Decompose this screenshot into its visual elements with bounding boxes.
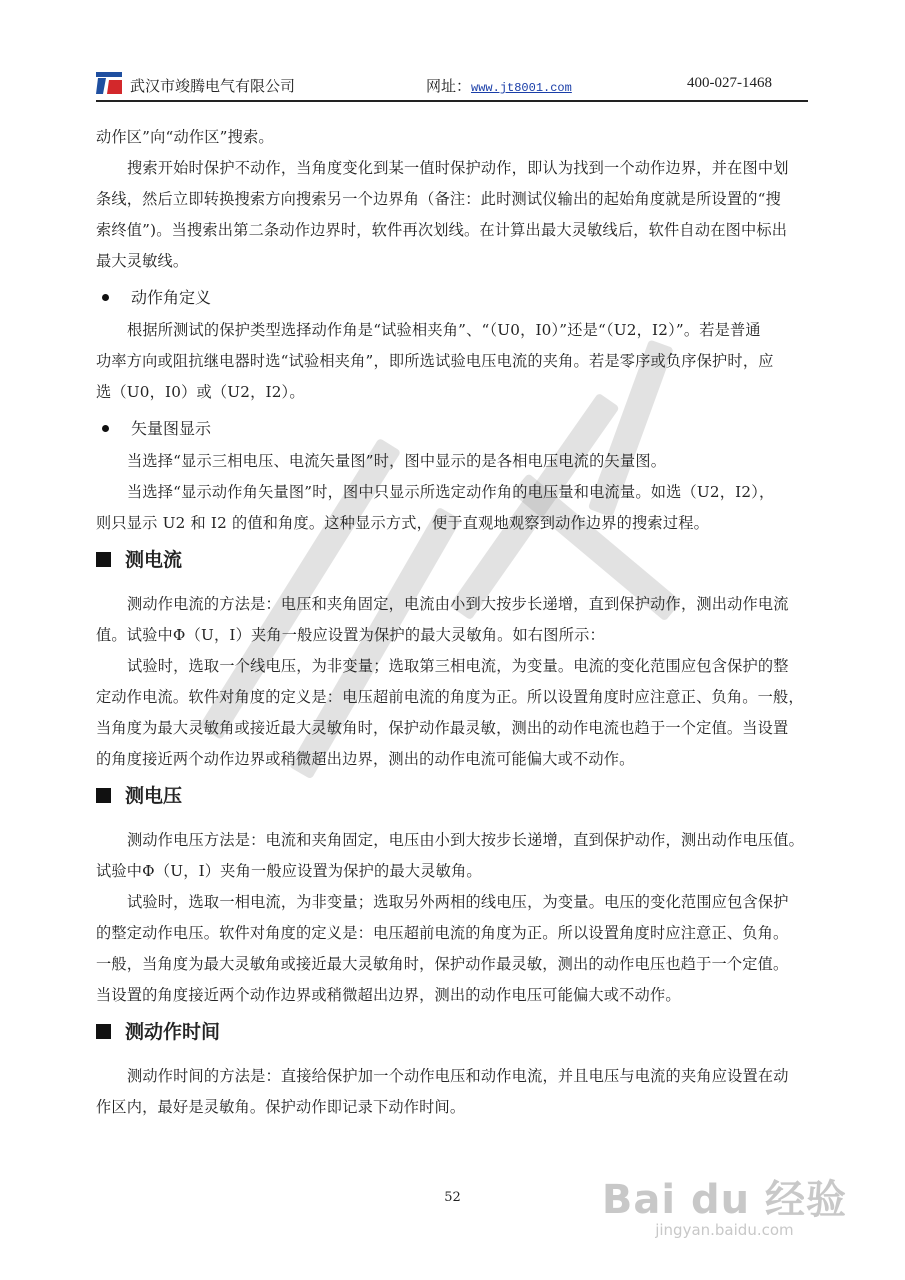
text-line: 则只显示 U2 和 I2 的值和角度。这种显示方式，便于直观地观察到动作边界的搜索过程。 bbox=[96, 514, 709, 532]
text-line: 当选择“显示三相电压、电流矢量图”时，图中显示的是各相电压电流的矢量图。 bbox=[127, 452, 667, 470]
paragraph bbox=[96, 591, 810, 653]
section-heading bbox=[96, 545, 810, 581]
heading-text: 矢量图显示 bbox=[131, 419, 212, 438]
text-line: 动作区”向“动作区”搜索。 bbox=[96, 128, 274, 146]
text-line: 根据所测试的保护类型选择动作角是“试验相夹角”、“（U0，I0）”还是“（U2，I2）”。若是普通 bbox=[127, 321, 761, 339]
text-line: 试验时，选取一相电流，为非变量；选取另外两相的线电压，为变量。电压的变化范围应包含保护 bbox=[127, 893, 789, 911]
paragraph bbox=[96, 479, 810, 541]
text-line: 当角度为最大灵敏角或接近最大灵敏角时，保护动作最灵敏，测出的动作电流也趋于一个定值。当设置 bbox=[96, 719, 789, 737]
paragraph bbox=[96, 827, 810, 889]
section-heading bbox=[96, 781, 810, 817]
text-line: 定动作电流。软件对角度的定义是：电压超前电流的角度为正。所以设置角度时应注意正、负角。一般， bbox=[96, 688, 804, 706]
watermark-brand: Bai du 经验 bbox=[601, 1177, 847, 1223]
text-line: 条线，然后立即转换搜索方向搜索另一个边界角（备注：此时测试仪输出的起始角度就是所设置的“搜 bbox=[96, 190, 782, 208]
text-line: 选（U0，I0）或（U2，I2）。 bbox=[96, 383, 305, 401]
paragraph bbox=[96, 155, 810, 279]
square-bullet-icon bbox=[96, 1024, 111, 1039]
paragraph bbox=[96, 124, 810, 155]
square-bullet-icon bbox=[96, 552, 111, 567]
bullet-heading bbox=[96, 414, 810, 448]
text-line: 当设置的角度接近两个动作边界或稍微超出边界，测出的动作电压可能偏大或不动作。 bbox=[96, 986, 681, 1004]
website-label: 网址： bbox=[426, 77, 472, 95]
bullet-heading bbox=[96, 283, 810, 317]
text-line: 测动作电流的方法是：电压和夹角固定，电流由小到大按步长递增，直到保护动作，测出动作电流 bbox=[127, 595, 789, 613]
company-logo-icon bbox=[96, 72, 122, 94]
paragraph bbox=[96, 889, 810, 1013]
text-line: 测动作时间的方法是：直接给保护加一个动作电压和动作电流，并且电压与电流的夹角应设置在动 bbox=[127, 1067, 789, 1085]
phone-number: 400-027-1468 bbox=[687, 75, 772, 91]
page-number: 52 bbox=[444, 1190, 461, 1205]
baidu-jingyan-watermark bbox=[602, 1168, 847, 1239]
bullet-icon bbox=[102, 294, 109, 301]
paragraph bbox=[96, 448, 810, 479]
square-bullet-icon bbox=[96, 788, 111, 803]
text-line: 搜索开始时保护不动作，当角度变化到某一值时保护动作，即认为找到一个动作边界，并在图中划 bbox=[127, 159, 789, 177]
heading-text: 测电流 bbox=[125, 549, 183, 571]
heading-text: 测动作时间 bbox=[125, 1021, 221, 1043]
text-line: 值。试验中Φ（U，I）夹角一般应设置为保护的最大灵敏角。如右图所示： bbox=[96, 626, 605, 644]
page-header bbox=[96, 70, 808, 102]
company-name: 武汉市竣腾电气有限公司 bbox=[130, 77, 296, 95]
paragraph bbox=[96, 653, 810, 777]
heading-text: 测电压 bbox=[125, 785, 183, 807]
text-line: 功率方向或阻抗继电器时选“试验相夹角”，即所选试验电压电流的夹角。若是零序或负序保护时，应 bbox=[96, 352, 774, 370]
text-line: 测动作电压方法是：电流和夹角固定，电压由小到大按步长递增，直到保护动作，测出动作电压值。 bbox=[127, 831, 805, 849]
text-line: 当选择“显示动作角矢量图”时，图中只显示所选定动作角的电压量和电流量。如选（U2，I2）， bbox=[127, 483, 775, 501]
section-heading bbox=[96, 1017, 810, 1053]
text-line: 一般，当角度为最大灵敏角或接近最大灵敏角时，保护动作最灵敏，测出的动作电压也趋于一个定值。 bbox=[96, 955, 789, 973]
watermark-url: jingyan.baidu.com bbox=[655, 1221, 794, 1239]
website-link[interactable]: www.jt8001.com bbox=[471, 81, 572, 95]
text-line: 的整定动作电压。软件对角度的定义是：电压超前电流的角度为正。所以设置角度时应注意正、负角。 bbox=[96, 924, 789, 942]
bullet-icon bbox=[102, 425, 109, 432]
text-line: 作区内，最好是灵敏角。保护动作即记录下动作时间。 bbox=[96, 1098, 466, 1116]
website bbox=[426, 75, 572, 96]
paragraph bbox=[96, 317, 810, 410]
heading-text: 动作角定义 bbox=[131, 288, 212, 307]
text-line: 的角度接近两个动作边界或稍微超出边界，测出的动作电流可能偏大或不动作。 bbox=[96, 750, 635, 768]
text-line: 试验中Φ（U，I）夹角一般应设置为保护的最大灵敏角。 bbox=[96, 862, 482, 880]
text-line: 索终值”)。当搜索出第二条动作边界时，软件再次划线。在计算出最大灵敏线后，软件自动在图中标出 bbox=[96, 221, 788, 239]
text-line: 试验时，选取一个线电压，为非变量；选取第三相电流，为变量。电流的变化范围应包含保护的整 bbox=[127, 657, 789, 675]
document-body bbox=[96, 124, 810, 1125]
paragraph bbox=[96, 1063, 810, 1125]
text-line: 最大灵敏线。 bbox=[96, 252, 189, 270]
